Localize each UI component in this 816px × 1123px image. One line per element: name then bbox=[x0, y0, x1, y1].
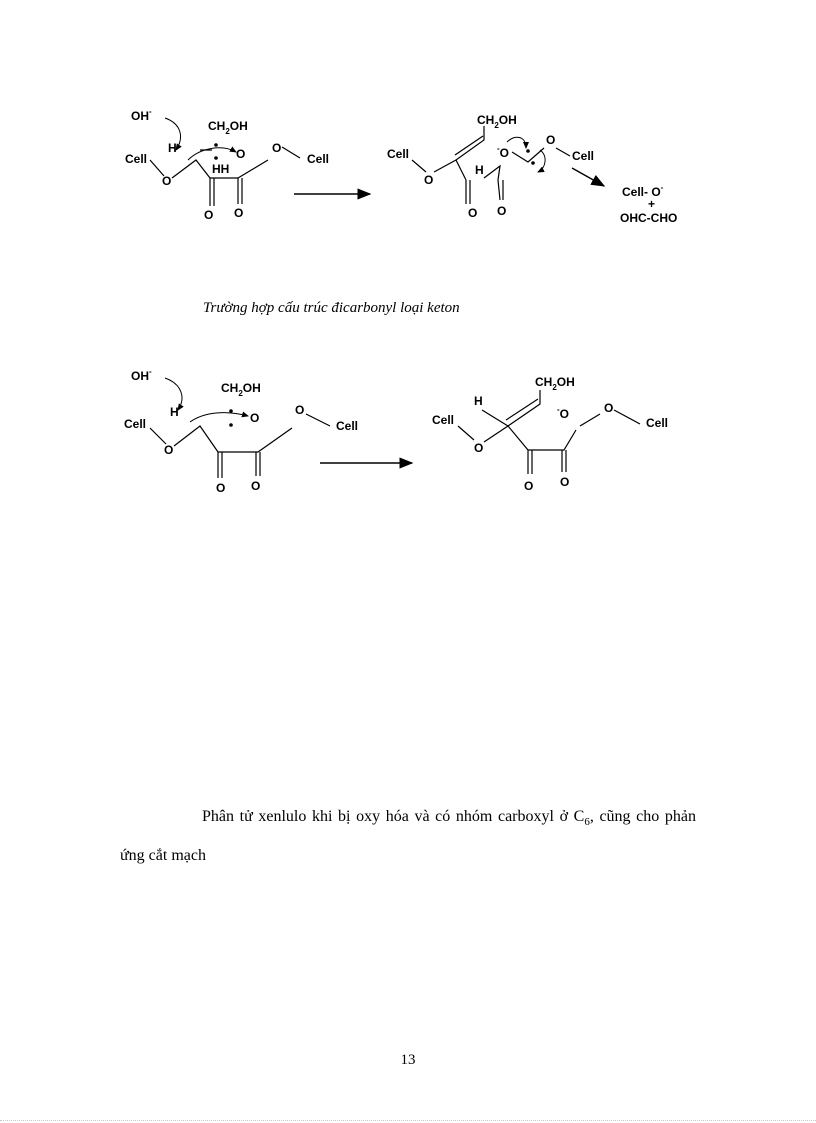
bond-lines bbox=[150, 414, 330, 478]
scheme-caption: Trường hợp cấu trúc đicarbonyl loại keton bbox=[203, 300, 460, 316]
plus-sign: + bbox=[648, 197, 656, 211]
alkoxide-oxygen: -O bbox=[497, 144, 510, 160]
carbonyl-oxygen-1: O bbox=[524, 479, 534, 493]
hydrogen-label: H bbox=[168, 141, 177, 155]
carbonyl-oxygen-2: O bbox=[251, 479, 261, 493]
reaction-scheme-2 bbox=[0, 0, 816, 560]
cell-left-label: Cell bbox=[124, 417, 147, 431]
carbonyl-oxygen-1: O bbox=[216, 481, 226, 495]
ether-oxygen-right: O bbox=[604, 401, 614, 415]
carbonyl-oxygen-1: O bbox=[468, 206, 478, 220]
ether-oxygen-left: O bbox=[164, 443, 174, 457]
hh-label: HH bbox=[212, 162, 230, 176]
ring-oxygen-label: O bbox=[236, 147, 246, 161]
cell-left-label: Cell bbox=[387, 147, 410, 161]
cell-right-label: Cell bbox=[307, 152, 330, 166]
hydroxide-label: OH- bbox=[131, 107, 152, 123]
page-border bbox=[0, 1120, 816, 1121]
hydrogen-label: H bbox=[475, 163, 484, 177]
hydroxide-label: OH- bbox=[131, 367, 152, 383]
ether-oxygen-right: O bbox=[546, 133, 556, 147]
ether-oxygen-right: O bbox=[295, 403, 305, 417]
cell-oxide-label: Cell- O- bbox=[622, 183, 664, 199]
curved-arrow-icon bbox=[190, 413, 248, 422]
ch2oh-label: $CH_2OH$ bbox=[477, 113, 517, 130]
ether-oxygen-right: O bbox=[272, 141, 282, 155]
ring-oxygen-label: O bbox=[250, 411, 260, 425]
ether-oxygen-left: O bbox=[162, 174, 172, 188]
cell-right-label: Cell bbox=[336, 419, 359, 433]
scheme2-product bbox=[432, 375, 668, 493]
hydrogen-label: H bbox=[170, 405, 179, 419]
cell-right-label: Cell bbox=[572, 149, 595, 163]
radical-dot bbox=[229, 423, 233, 427]
alkoxide-oxygen: -O bbox=[557, 405, 570, 421]
ch2oh-label: $CH_2OH$ bbox=[208, 119, 248, 136]
cell-left-label: Cell bbox=[432, 413, 455, 427]
body-paragraph bbox=[120, 800, 696, 873]
page-number: 13 bbox=[400, 1052, 416, 1068]
cell-right-label: Cell bbox=[646, 416, 669, 430]
radical-dot bbox=[229, 409, 233, 413]
carbonyl-oxygen-2: O bbox=[560, 475, 570, 489]
paragraph-subscript: 6 bbox=[584, 816, 590, 829]
ether-oxygen-left: O bbox=[424, 173, 434, 187]
glyoxal-label: OHC-CHO bbox=[620, 211, 678, 225]
carbonyl-oxygen-2: O bbox=[234, 206, 244, 220]
cell-left-label: Cell bbox=[125, 152, 148, 166]
ch2oh-label: $CH_2OH$ bbox=[221, 381, 261, 398]
ether-oxygen-left: O bbox=[474, 441, 484, 455]
scheme2-reactant bbox=[124, 367, 358, 495]
paragraph-text: Phân tử xenlulo khi bị oxy hóa và có nhóm carboxyl ở C bbox=[202, 808, 585, 825]
hydrogen-label: H bbox=[474, 394, 483, 408]
carbonyl-oxygen-1: O bbox=[204, 208, 214, 222]
carbonyl-oxygen-2: O bbox=[497, 204, 507, 218]
ch2oh-label: $CH_2OH$ bbox=[535, 375, 575, 392]
paragraph-text-tail: , cũng cho phản ứng cắt mạch bbox=[120, 808, 696, 865]
